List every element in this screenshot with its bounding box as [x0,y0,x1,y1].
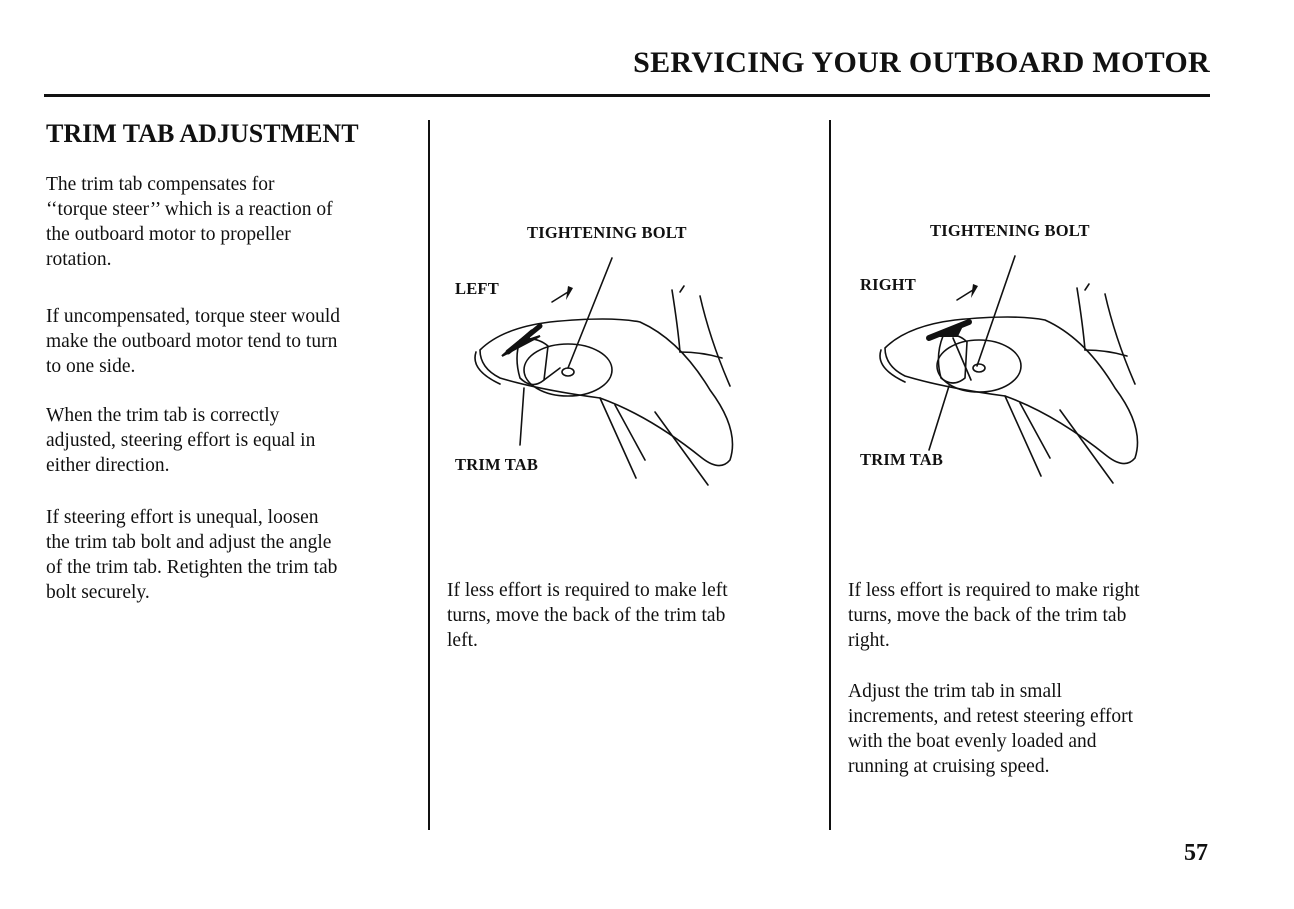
trim-tab-right-illustration [845,238,1165,488]
label-right: RIGHT [860,275,917,294]
paragraph-text: If steering effort is unequal, loosen the trim tab bolt and adjust the angle of the trim tab. Retighten the trim tab bolt securely. [46,507,338,603]
label-tightening-bolt-left: TIGHTENING BOLT [527,223,687,242]
column-divider-2 [829,120,831,830]
paragraph-text: When the trim tab is correctly adjusted, steering effort is equal in either direction. [46,405,316,476]
paragraph-unequal-effort [46,505,337,605]
paragraph-correct-adjustment [46,403,315,478]
paragraph-text: The trim tab compensates for ‘‘torque steer’’ which is a reaction of the outboard motor to propeller rotation. [46,174,333,270]
paragraph-uncompensated [46,304,340,379]
label-tightening-bolt-right: TIGHTENING BOLT [930,221,1090,240]
caption-left: If less effort is required to make left turns, move the back of the trim tab left. [447,580,728,651]
section-title: TRIM TAB ADJUSTMENT [46,119,359,148]
label-trim-tab-left: TRIM TAB [455,455,539,474]
column-divider-1 [428,120,430,830]
label-left: LEFT [455,279,499,298]
note-adjust-increments: Adjust the trim tab in small increments, and retest steering effort with the boat evenly loaded and running at cruising speed. [848,681,1133,777]
page-header-title: SERVICING YOUR OUTBOARD MOTOR [633,46,1210,79]
header-rule [44,94,1210,97]
paragraph-torque-steer [46,172,333,272]
paragraph-text: If uncompensated, torque steer would make the outboard motor tend to turn to one side. [46,306,341,377]
page-number: 57 [1184,840,1208,866]
caption-right: If less effort is required to make right turns, move the back of the trim tab right. [848,580,1140,651]
label-trim-tab-right: TRIM TAB [860,450,944,469]
trim-tab-left-illustration [440,240,760,490]
